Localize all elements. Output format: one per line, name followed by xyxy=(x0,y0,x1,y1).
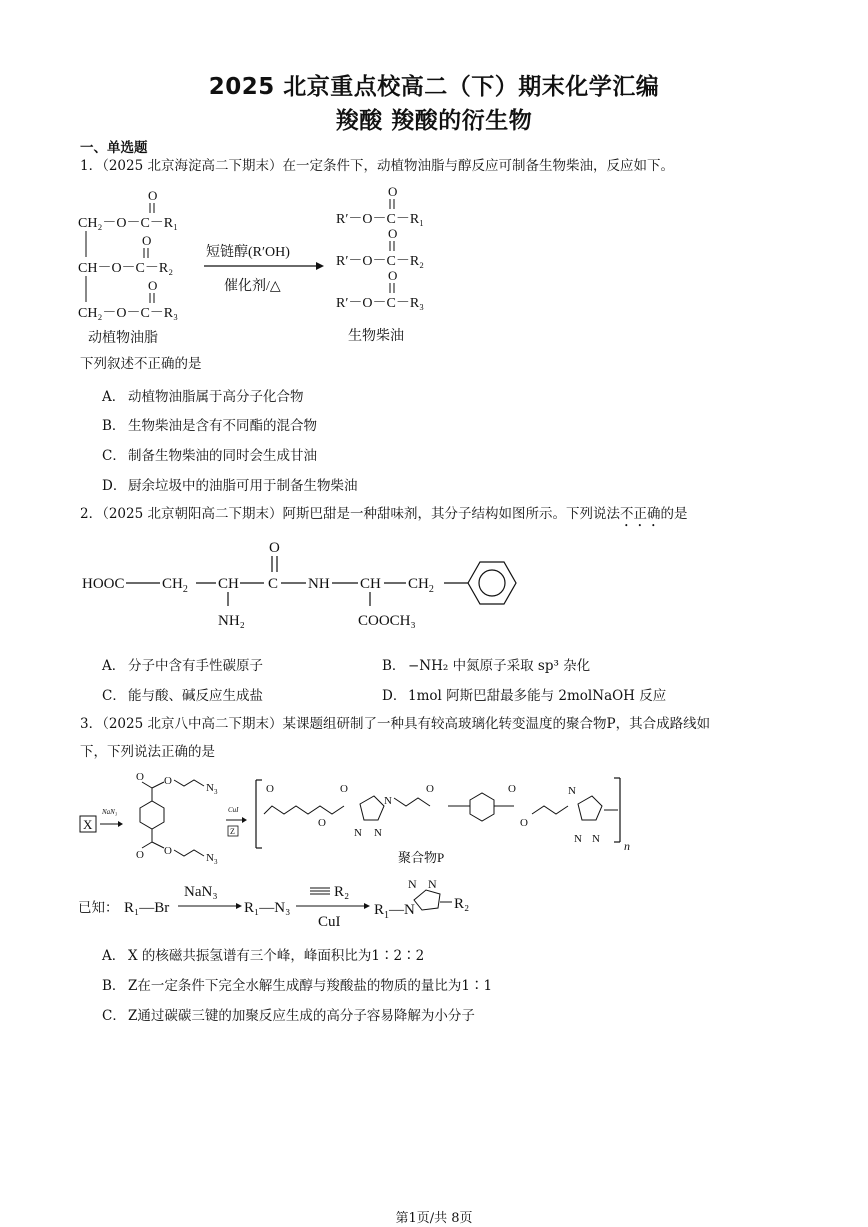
label-biodiesel: 生物柴油 xyxy=(348,329,404,344)
svg-text:O: O xyxy=(388,226,398,241)
known-r1n3: R₁—N₃ xyxy=(244,900,291,916)
svg-text:N3: $N_3$ xyxy=(206,852,218,866)
option-text: −NH₂ 中氮原子采取 sp³ 杂化 xyxy=(408,658,591,674)
option-text: 分子中含有手性碳原子 xyxy=(128,658,263,674)
svg-text:N: N xyxy=(384,795,392,807)
option-text: Z通过碳碳三键的加聚反应生成的高分子容易降解为小分子 xyxy=(128,1008,475,1024)
subscript-n: n xyxy=(624,839,630,853)
question-2-stem xyxy=(80,504,688,530)
option-text: X 的核磁共振氢谱有三个峰，峰面积比为1∶2∶2 xyxy=(128,948,425,964)
svg-text:N: N xyxy=(428,877,437,891)
reagent-bottom: 催化剂/△ xyxy=(224,279,281,294)
reagent-top: 短链醇(R′OH) xyxy=(206,245,290,260)
option-3a[interactable] xyxy=(102,944,424,964)
option-2c[interactable] xyxy=(102,684,263,704)
option-1b[interactable] xyxy=(102,414,317,434)
question-text: 某课题组研制了一种具有较高玻璃化转变温度的聚合物P，其合成路线如 xyxy=(282,716,711,732)
page-subtitle: 羧酸 羧酸的衍生物 xyxy=(335,108,533,134)
option-1a[interactable] xyxy=(102,385,304,405)
option-label: C． xyxy=(102,1008,126,1024)
question-number: 3． xyxy=(80,716,103,732)
svg-text:O: O xyxy=(520,817,528,829)
svg-text:O: O xyxy=(340,783,348,795)
known-reaction xyxy=(78,876,498,926)
svg-text:O: O xyxy=(142,233,152,248)
svg-text:O: O xyxy=(136,849,144,861)
question-text-end: 的是 xyxy=(660,506,688,522)
option-text: 生物柴油是含有不同酯的混合物 xyxy=(128,418,317,434)
svg-text:O: O xyxy=(164,775,172,787)
page-footer: 第1页/共 8页 xyxy=(395,1211,473,1226)
known-r2-top: R₂ xyxy=(334,884,350,900)
question-source: （2025 北京朝阳高二下期末） xyxy=(102,506,283,522)
option-label: A． xyxy=(102,389,126,405)
option-label: B． xyxy=(382,658,406,674)
option-label: D． xyxy=(102,478,127,494)
option-text: 1mol 阿斯巴甜最多能与 2molNaOH 反应 xyxy=(408,688,667,704)
option-text: 能与酸、碱反应生成盐 xyxy=(128,688,263,704)
section-heading: 一、单选题 xyxy=(80,140,148,156)
glyceride-group-3: CH₂－O－C－R₃ xyxy=(78,306,178,321)
label-oil: 动植物油脂 xyxy=(88,331,158,346)
svg-text:N: N xyxy=(574,833,582,845)
question-3-figure xyxy=(78,770,648,874)
svg-text:O: O xyxy=(508,783,516,795)
known-prefix: 已知： xyxy=(78,900,119,915)
option-text: 制备生物柴油的同时会生成甘油 xyxy=(128,448,317,464)
known-nan3: NaN₃ xyxy=(184,884,218,900)
option-label: A． xyxy=(102,948,126,964)
product-3: R′－O－C－R₃ xyxy=(336,296,425,311)
svg-text:O: O xyxy=(318,817,326,829)
svg-text:O: O xyxy=(388,268,398,283)
question-2-figure xyxy=(80,532,530,636)
option-label: C． xyxy=(102,688,126,704)
svg-text:N: N xyxy=(568,785,576,797)
glyceride-group-1: CH₂－O－C－R₁ xyxy=(78,216,178,231)
question-text: 阿斯巴甜是一种甜味剂，其分子结构如图所示。下列说法 xyxy=(282,506,620,522)
page-title: 2025 北京重点校高二（下）期末化学汇编 xyxy=(208,74,660,100)
option-2a[interactable] xyxy=(102,654,263,674)
option-text: Z在一定条件下完全水解生成醇与羧酸盐的物质的量比为1∶1 xyxy=(128,978,493,994)
svg-text:NH: NH xyxy=(308,576,330,592)
reagent-nan3: NaN₃ xyxy=(102,808,118,816)
svg-text:O: O xyxy=(426,783,434,795)
option-1d[interactable] xyxy=(102,474,358,494)
question-text: 在一定条件下，动植物油脂与醇反应可制备生物柴油，反应如下。 xyxy=(282,158,674,174)
option-label: B． xyxy=(102,978,126,994)
svg-text:N: N xyxy=(592,833,600,845)
option-text: 厨余垃圾中的油脂可用于制备生物柴油 xyxy=(128,478,358,494)
hooc-group: HOOC xyxy=(82,576,125,592)
polymer-label: 聚合物P xyxy=(398,850,445,865)
svg-text:CH: CH xyxy=(360,576,381,592)
option-3c[interactable] xyxy=(102,1004,475,1024)
svg-text:O: O xyxy=(388,184,398,199)
option-2d[interactable] xyxy=(382,684,666,704)
svg-text:N3: $N_3$ xyxy=(206,782,218,796)
question-number: 2． xyxy=(80,506,103,522)
svg-text:N: N xyxy=(374,827,382,839)
option-2b[interactable] xyxy=(382,654,590,674)
reagent-cui: CuI xyxy=(228,806,239,814)
svg-text:CH: CH xyxy=(218,576,239,592)
option-1c[interactable] xyxy=(102,444,317,464)
svg-text:O: O xyxy=(148,278,158,293)
emphasis-text: 不正确 xyxy=(620,506,661,522)
svg-text:CH2: $CH_2$ xyxy=(408,576,434,595)
option-label: C． xyxy=(102,448,126,464)
svg-text:CH2: $CH_2$ xyxy=(162,576,188,595)
box-z: Z xyxy=(230,827,235,836)
glyceride-group-2: CH－O－C－R₂ xyxy=(78,261,174,276)
option-label: D． xyxy=(382,688,407,704)
svg-text:C: C xyxy=(268,576,279,592)
question-source: （2025 北京海淀高二下期末） xyxy=(102,158,283,174)
product-1: R′－O－C－R₁ xyxy=(336,212,425,227)
question-source: （2025 北京八中高二下期末） xyxy=(102,716,283,732)
svg-text:O: O xyxy=(266,783,274,795)
svg-text:R1—N: $R_1—N$ xyxy=(374,902,415,921)
question-1-figure xyxy=(76,182,456,352)
question-1-stem xyxy=(80,156,674,176)
question-1-prompt: 下列叙述不正确的是 xyxy=(80,356,202,372)
known-cui: CuI xyxy=(318,914,341,926)
svg-text:N: N xyxy=(354,827,362,839)
svg-text:N: N xyxy=(408,877,417,891)
known-r2: R₂ xyxy=(454,896,470,912)
svg-text:O: O xyxy=(136,771,144,783)
svg-text:O: O xyxy=(148,188,158,203)
product-2: R′－O－C－R₂ xyxy=(336,254,425,269)
ester-group: COOCH₃ xyxy=(358,613,416,629)
question-number: 1． xyxy=(80,158,103,174)
option-label: A． xyxy=(102,658,126,674)
svg-text:O: O xyxy=(269,540,280,556)
option-text: 动植物油脂属于高分子化合物 xyxy=(128,389,304,405)
option-3b[interactable] xyxy=(102,974,492,994)
svg-text:O: O xyxy=(164,845,172,857)
known-r1br: R₁—Br xyxy=(124,900,170,916)
question-3-stem xyxy=(80,714,710,734)
nh2-group: NH₂ xyxy=(218,613,245,629)
option-label: B． xyxy=(102,418,126,434)
question-3-stem-line2: 下，下列说法正确的是 xyxy=(80,744,215,760)
box-x: X xyxy=(83,817,93,832)
